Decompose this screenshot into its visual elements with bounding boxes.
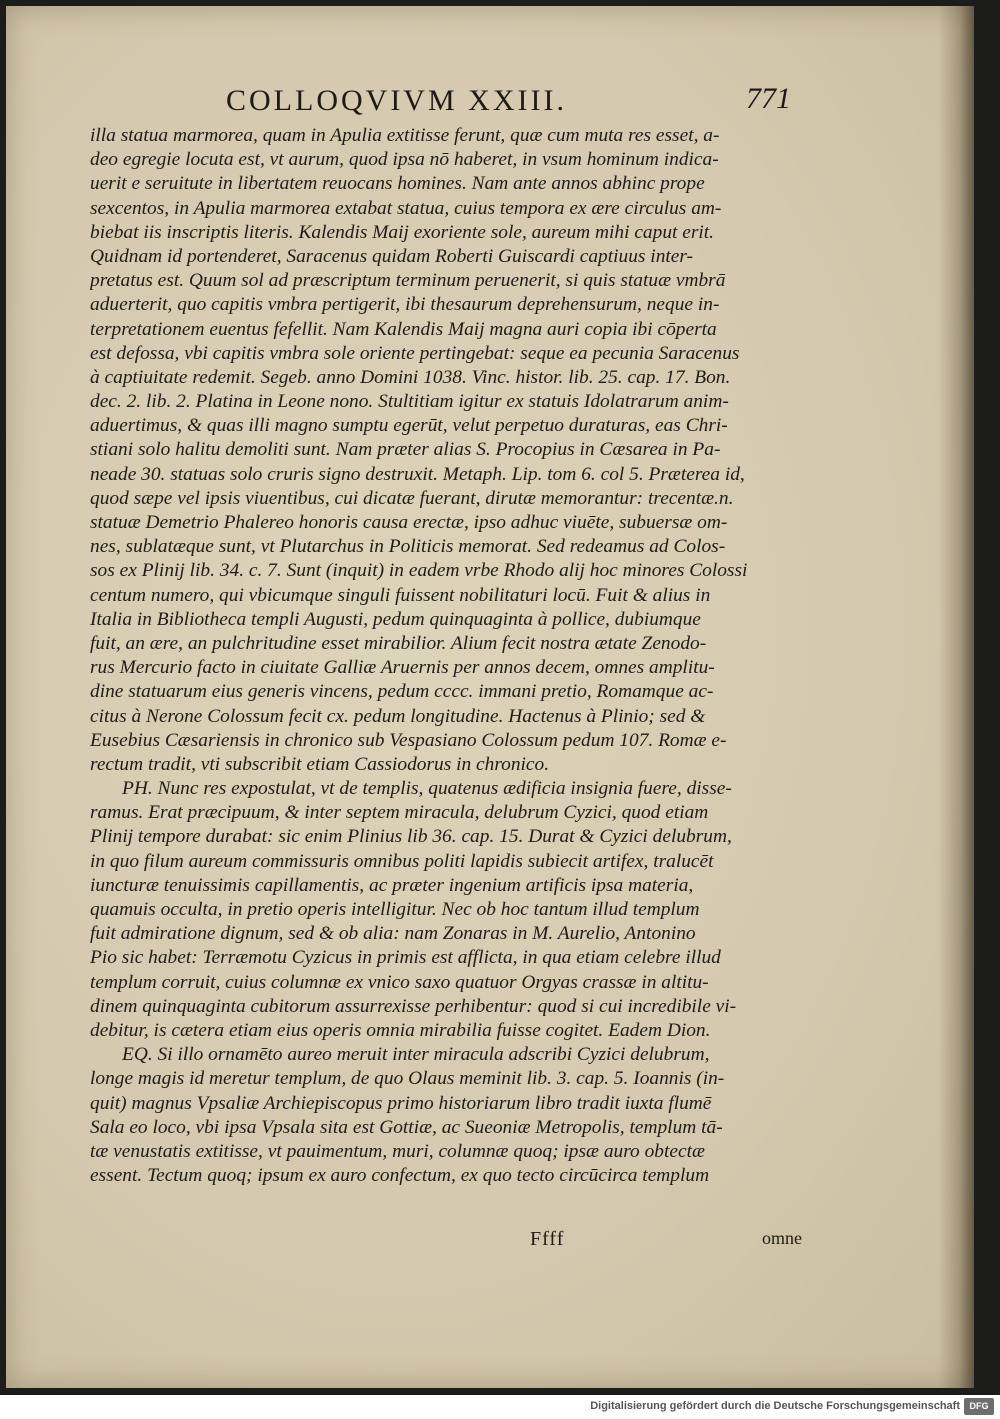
text-line: quit) magnus Vpsaliæ Archiepiscopus primo historiarum libro tradit iuxta flumē xyxy=(90,1092,712,1114)
text-line: aduertimus, & quas illi magno sumptu egerūt, velut perpetuo duraturas, eas Chri- xyxy=(90,415,728,437)
text-line: Italia in Bibliotheca templi Augusti, pedum quinquaginta à pollice, dubiumque xyxy=(90,608,701,630)
text-line: templum corruit, cuius columnæ ex vnico saxo quatuor Orgyas crassæ in altitu- xyxy=(90,971,709,993)
catchword: omne xyxy=(762,1228,802,1248)
text-line: Quidnam id portenderet, Saracenus quidam Roberti Guiscardi captiuus inter- xyxy=(90,245,693,267)
text-line: est defossa, vbi capitis vmbra sole oriente pertingebat: seque ea pecunia Saracenus xyxy=(90,342,740,364)
text-line: ramus. Erat præcipuum, & inter septem miracula, delubrum Cyzici, quod etiam xyxy=(90,802,709,824)
text-line: à captiuitate redemit. Segeb. anno Domini 1038. Vinc. histor. lib. 25. cap. 17. Bon. xyxy=(90,366,731,388)
text-line: tæ venustatis extitisse, vt pauimentum, muri, columnæ quoq; ipsæ auro obtectæ xyxy=(90,1140,705,1162)
text-line: essent. Tectum quoq; ipsum ex auro confectum, ex quo tecto circūcirca templum xyxy=(90,1165,710,1187)
text-line: deo egregie locuta est, vt aurum, quod ipsa nō haberet, in vsum hominum indica- xyxy=(90,149,719,171)
text-line: terpretationem euentus fefellit. Nam Kalendis Maij magna auri copia ibi cōperta xyxy=(90,318,717,340)
text-line: longe magis id meretur templum, de quo Olaus meminit lib. 3. cap. 5. Ioannis (in- xyxy=(90,1068,725,1090)
text-line: neade 30. statuas solo cruris signo destruxit. Metaph. Lip. tom 6. col 5. Præterea id, xyxy=(90,463,745,485)
text-line: uerit e seruitute in libertatem reuocans homines. Nam ante annos abhinc prope xyxy=(90,173,705,195)
text-line: iuncturæ tenuissimis capillamentis, ac præter ingenium artificis ipsa materia, xyxy=(90,874,694,896)
body-text xyxy=(90,124,810,1188)
signature-mark: Ffff xyxy=(530,1228,565,1250)
text-line: centum numero, qui vbicumque singuli fuissent nobilitaturi locū. Fuit & alius in xyxy=(90,584,711,606)
digitization-credit: Digitalisierung gefördert durch die Deutsche Forschungsgemeinschaft xyxy=(590,1400,960,1412)
text-line: biebat iis inscriptis literis. Kalendis Maij exoriente sole, aureum mihi caput erit. xyxy=(90,221,715,243)
text-line: stiani solo halitu demoliti sunt. Nam præter alias S. Procopius in Cæsarea in Pa- xyxy=(90,439,721,461)
text-line: aduerterit, quo capitis vmbra pertigerit, ibi thesaurum deprehensurum, neque in- xyxy=(90,294,720,316)
text-line: PH. Nunc res expostulat, vt de templis, quatenus ædificia insignia fuere, disse- xyxy=(122,778,732,800)
text-line: illa statua marmorea, quam in Apulia extitisse ferunt, quæ cum muta res esset, a- xyxy=(90,125,720,146)
text-line: in quo filum aureum commissuris omnibus politi lapidis subiecit artifex, tralucēt xyxy=(90,850,714,872)
text-line: sos ex Plinij lib. 34. c. 7. Sunt (inquit) in eadem vrbe Rhodo alij hoc minores Colossi xyxy=(90,560,748,582)
text-line: EQ. Si illo ornamēto aureo meruit inter miracula adscribi Cyzici delubrum, xyxy=(122,1044,710,1066)
book-page xyxy=(6,6,974,1388)
text-line: quamuis occulta, in pretio operis intelligitur. Nec ob hoc tantum illud templum xyxy=(90,899,700,920)
text-line: nes, sublatæque sunt, vt Plutarchus in Politicis memorat. Sed redeamus ad Colos- xyxy=(90,536,726,558)
digitization-footer xyxy=(0,1395,1000,1419)
text-line: debitur, is cætera etiam eius operis omnia mirabilia fuisse cogitet. Eadem Dion. xyxy=(90,1019,711,1041)
text-line: pretatus est. Quum sol ad præscriptum terminum peruenerit, si quis statuæ vmbrā xyxy=(90,270,726,292)
text-line: Sala eo loco, vbi ipsa Vpsala sita est Gottiæ, ac Sueoniæ Metropolis, templum tā- xyxy=(90,1116,723,1138)
page-gutter-shadow xyxy=(938,6,974,1388)
text-line: quod sæpe vel ipsis viuentibus, cui dicatæ fuerant, dirutæ memorantur: trecentæ.n. xyxy=(90,487,734,509)
text-line: fuit, an ære, an pulchritudine esset mirabilior. Alium fecit nostra ætate Zenodo- xyxy=(90,632,707,654)
text-line: rus Mercurio facto in ciuitate Galliæ Aruernis per annos decem, omnes amplitu- xyxy=(90,657,715,679)
text-line: sexcentos, in Apulia marmorea extabat statua, cuius tempora ex ære circulus am- xyxy=(90,197,722,219)
text-line: rectum tradit, vti subscribit etiam Cassiodorus in chronico. xyxy=(90,753,550,775)
text-line: dinem quinquaginta cubitorum assurrexisse perhibentur: quod si cui incredibile vi- xyxy=(90,995,737,1017)
text-line: fuit admiratione dignum, sed & ob alia: nam Zonaras in M. Aurelio, Antonino xyxy=(90,923,696,945)
text-line: citus à Nerone Colossum fecit cx. pedum longitudine. Hactenus à Plinio; sed & xyxy=(90,705,706,727)
running-title: COLLOQVIVM XXIII. xyxy=(226,84,567,117)
dfg-logo-icon: DFG xyxy=(964,1398,994,1415)
text-line: Eusebius Cæsariensis in chronico sub Vespasiano Colossum pedum 107. Romæ e- xyxy=(90,729,727,751)
text-line: dec. 2. lib. 2. Platina in Leone nono. Stultitiam igitur ex statuis Idolatrarum anim- xyxy=(90,391,729,413)
text-line: Pio sic habet: Terræmotu Cyzicus in primis est afflicta, in qua etiam celebre illud xyxy=(90,947,721,969)
text-line: Plinij tempore durabat: sic enim Plinius lib 36. cap. 15. Durat & Cyzici delubrum, xyxy=(90,826,732,848)
page-number: 771 xyxy=(746,82,791,115)
text-line: statuæ Demetrio Phalereo honoris causa erectæ, ipso adhuc viuēte, subuersæ om- xyxy=(90,512,728,533)
text-line: dine statuarum eius generis vincens, pedum cccc. immani pretio, Romamque ac- xyxy=(90,681,714,703)
